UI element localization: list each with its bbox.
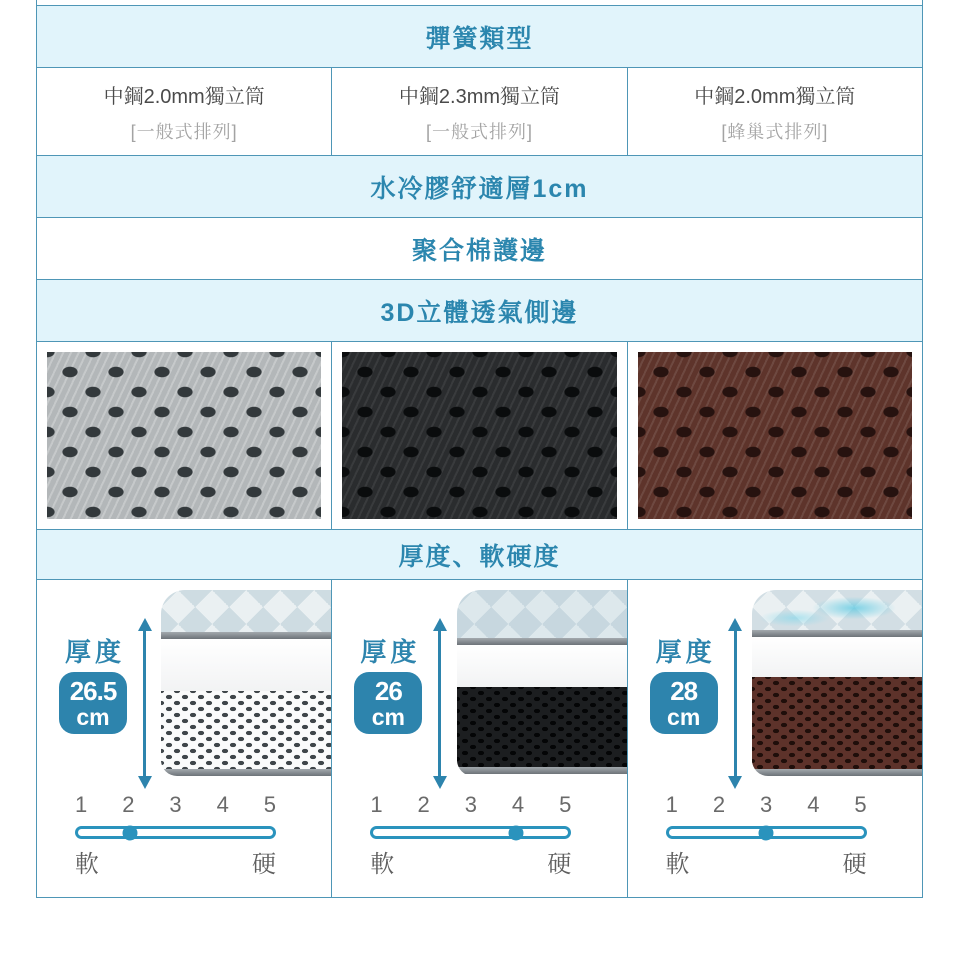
spring-name: 中鋼2.0mm獨立筒 [103, 85, 265, 108]
mattress-piping [161, 632, 331, 639]
tick: 4 [807, 792, 820, 817]
thickness-panel-3 [628, 580, 922, 897]
mattress-mesh-side [457, 687, 627, 767]
tick: 1 [665, 792, 678, 817]
mattress-quilt-top [752, 590, 922, 630]
thickness-panel-2 [332, 580, 627, 897]
mattress-white-band [457, 645, 627, 687]
texture-cell-2 [332, 342, 627, 529]
soft-label: 軟 [665, 851, 690, 878]
section-title-thickness-firmness: 厚度、軟硬度 [37, 530, 922, 580]
thickness-unit: cm [667, 703, 701, 730]
spring-type-row [37, 68, 922, 156]
firmness-dot [509, 825, 524, 840]
firmness-scale-ticks [370, 792, 571, 818]
thickness-badge [650, 672, 718, 734]
tick: 4 [511, 792, 525, 817]
tick: 5 [854, 792, 867, 817]
soft-hard-labels [370, 844, 571, 879]
mattress-corner-photo [161, 590, 331, 776]
mattress-corner-photo [752, 590, 922, 776]
mattress-piping [457, 767, 627, 774]
mattress-piping [161, 769, 331, 776]
tick: 3 [464, 792, 477, 817]
tick: 3 [169, 792, 182, 817]
mattress-piping [752, 630, 922, 637]
spring-arrangement: [蜂巢式排列] [721, 121, 829, 142]
hard-label: 硬 [842, 851, 867, 878]
tick: 2 [417, 792, 430, 817]
spring-type-cell-1 [37, 68, 332, 155]
thickness-label: 厚度 [360, 637, 421, 667]
thickness-label: 厚度 [65, 637, 126, 667]
firmness-slider [75, 826, 276, 839]
thickness-value: 26.5 [69, 675, 117, 706]
mattress-quilt-top [457, 590, 627, 638]
thickness-unit: cm [371, 703, 405, 730]
thickness-value: 26 [374, 675, 402, 706]
soft-label: 軟 [75, 851, 99, 878]
firmness-slider [666, 826, 867, 839]
brown-mesh-fabric-image [638, 352, 912, 519]
firmness-dot [123, 825, 138, 840]
mattress-corner-photo [457, 590, 627, 776]
mattress-piping [752, 769, 922, 776]
thickness-value: 28 [670, 675, 698, 706]
firmness-scale-ticks [666, 792, 867, 818]
tick: 1 [75, 792, 88, 817]
thickness-panel-1 [37, 580, 332, 897]
firmness-slider [370, 826, 571, 839]
thickness-arrow-icon [143, 630, 146, 777]
thickness-arrow-icon [734, 630, 737, 777]
firmness-track [380, 829, 561, 836]
mattress-white-band [161, 639, 331, 691]
thickness-badge [354, 672, 422, 734]
comparison-table [36, 0, 923, 898]
spring-name: 中鋼2.3mm獨立筒 [398, 85, 561, 108]
tick: 3 [760, 792, 773, 817]
firmness-scale-ticks [75, 792, 276, 818]
row-edge-support: 聚合棉護邊 [37, 218, 922, 280]
hard-label: 硬 [252, 851, 276, 878]
thickness-label: 厚度 [655, 637, 716, 667]
tick: 5 [559, 792, 572, 817]
hard-label: 硬 [547, 851, 572, 878]
tick: 5 [263, 792, 276, 817]
firmness-track [676, 829, 857, 836]
mattress-quilt-top [161, 590, 331, 632]
spring-type-cell-3 [628, 68, 922, 155]
tick: 2 [122, 792, 135, 817]
thickness-badge [59, 672, 127, 734]
thickness-unit: cm [76, 703, 110, 730]
firmness-track [85, 829, 266, 836]
spring-name: 中鋼2.0mm獨立筒 [694, 85, 856, 108]
tick: 2 [712, 792, 726, 817]
soft-label: 軟 [370, 851, 395, 878]
tick: 4 [216, 792, 229, 817]
spring-arrangement: [一般式排列] [130, 121, 238, 142]
section-title-spring-type: 彈簧類型 [37, 6, 922, 68]
gray-mesh-fabric-image [47, 352, 321, 519]
texture-cell-1 [37, 342, 332, 529]
mattress-piping [457, 638, 627, 645]
firmness-dot [759, 825, 774, 840]
row-comfort-layer: 水冷膠舒適層1cm [37, 156, 922, 218]
spring-type-cell-2 [332, 68, 627, 155]
thickness-panel-row [37, 580, 922, 898]
spring-arrangement: [一般式排列] [425, 121, 533, 142]
tick: 1 [370, 792, 383, 817]
texture-cell-3 [628, 342, 922, 529]
row-side-mesh: 3D立體透氣側邊 [37, 280, 922, 342]
mesh-texture-row [37, 342, 922, 530]
soft-hard-labels [666, 844, 867, 879]
mattress-mesh-side [752, 677, 922, 769]
black-mesh-fabric-image [342, 352, 616, 519]
thickness-arrow-icon [438, 630, 441, 777]
mattress-mesh-side [161, 691, 331, 769]
mattress-white-band [752, 637, 922, 677]
soft-hard-labels [75, 844, 276, 879]
